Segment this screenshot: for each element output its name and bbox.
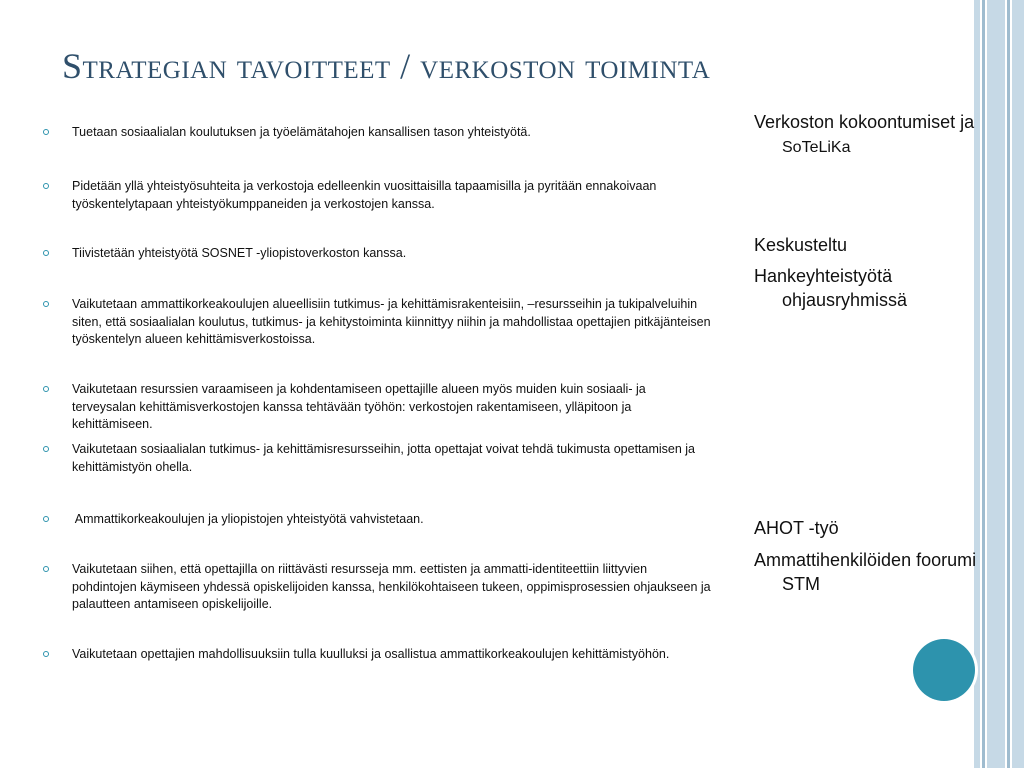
side-item-project-cooperation — [754, 264, 992, 312]
bullet-item — [72, 245, 712, 263]
side-item-network-meetings — [754, 110, 992, 160]
bullet-text: Vaikutetaan ammattikorkeakoulujen alueellisiin tutkimus- ja kehittämisrakenteisiin, –resursseihin ja tukipalveluihin siten, että sosiaalialan koulutus, tutkimus- ja kehitystoiminta kiinnittyy niihin ja mahdollistaa opettajien pitkäjänteisen työskentelyn alueen kehittämisverkostoissa. — [72, 297, 711, 346]
bullet-item — [72, 441, 712, 476]
bullet-marker-icon — [43, 566, 49, 572]
side-item-professionals-forum-text: Ammattihenkilöiden foorumi STM — [754, 550, 977, 594]
bullet-text: Vaikutetaan siihen, että opettajilla on riittävästi resursseja mm. eettisten ja ammatti-identiteettiin liittyvien pohdintojen käymiseen yhdessä opiskelijoiden kanssa, henkilökohtaiseen tukeen, oppimisprosessien ohjaukseen ja palautteen antamiseen opiskelijoille. — [72, 562, 711, 611]
side-item-sotelika: SoTeLiKa — [782, 139, 851, 156]
side-item-professionals-forum — [754, 548, 992, 596]
side-item-ahot — [754, 516, 992, 540]
bullet-marker-icon — [43, 386, 49, 392]
bullet-marker-icon — [43, 651, 49, 657]
bullet-item — [72, 124, 712, 142]
bullet-marker-icon — [43, 301, 49, 307]
bullet-item — [72, 646, 712, 664]
decorative-stripe — [1007, 0, 1010, 768]
side-item-network-meetings-text: Verkoston kokoontumiset ja — [754, 112, 975, 132]
bullet-text: Vaikutetaan sosiaalialan tutkimus- ja kehittämisresursseihin, jotta opettajat voivat tehdä tukimusta opettamisen ja kehittämistyön ohella. — [72, 442, 696, 474]
side-item-discussed — [754, 233, 992, 257]
bullet-item — [72, 296, 712, 349]
side-item-project-cooperation-text: Hankeyhteistyötä ohjausryhmissä — [754, 266, 908, 310]
side-item-ahot-text: AHOT -työ — [754, 518, 839, 538]
bullet-item — [72, 381, 712, 434]
bullet-text: Vaikutetaan opettajien mahdollisuuksiin tulla kuulluksi ja osallistua ammattikorkeakoulujen kehittämistyöhön. — [72, 647, 670, 661]
bullet-text: Vaikutetaan resurssien varaamiseen ja kohdentamiseen opettajille alueen myös muiden kuin sosiaali- ja terveysalan kehittämisverkostojen kanssa tehtävään työhön: verkostojen rakentamiseen, ylläpitoon ja kehittämiseen. — [72, 382, 646, 431]
bullet-marker-icon — [43, 516, 49, 522]
bullet-marker-icon — [43, 446, 49, 452]
bullet-item — [72, 178, 712, 213]
bullet-text: Ammattikorkeakoulujen ja yliopistojen yhteistyötä vahvistetaan. — [72, 512, 424, 526]
side-item-discussed-text: Keskusteltu — [754, 235, 848, 255]
bullet-text: Tiivistetään yhteistyötä SOSNET -yliopistoverkoston kanssa. — [72, 246, 407, 260]
bullet-item — [72, 511, 712, 529]
slide-title: Strategian tavoitteet / verkoston toiminta — [62, 46, 711, 86]
bullet-text: Pidetään yllä yhteistyösuhteita ja verkostoja edelleenkin vuosittaisilla tapaamisilla ja pyritään ennakoivaan työskentelytapaan yhteistyökumppaneiden ja verkostojen kanssa. — [72, 179, 657, 211]
bullet-marker-icon — [43, 250, 49, 256]
decorative-circle — [913, 639, 975, 701]
bullet-item — [72, 561, 712, 614]
bullet-marker-icon — [43, 183, 49, 189]
decorative-stripe — [1012, 0, 1024, 768]
bullet-marker-icon — [43, 129, 49, 135]
bullet-text: Tuetaan sosiaalialan koulutuksen ja työelämätahojen kansallisen tason yhteistyötä. — [72, 125, 531, 139]
